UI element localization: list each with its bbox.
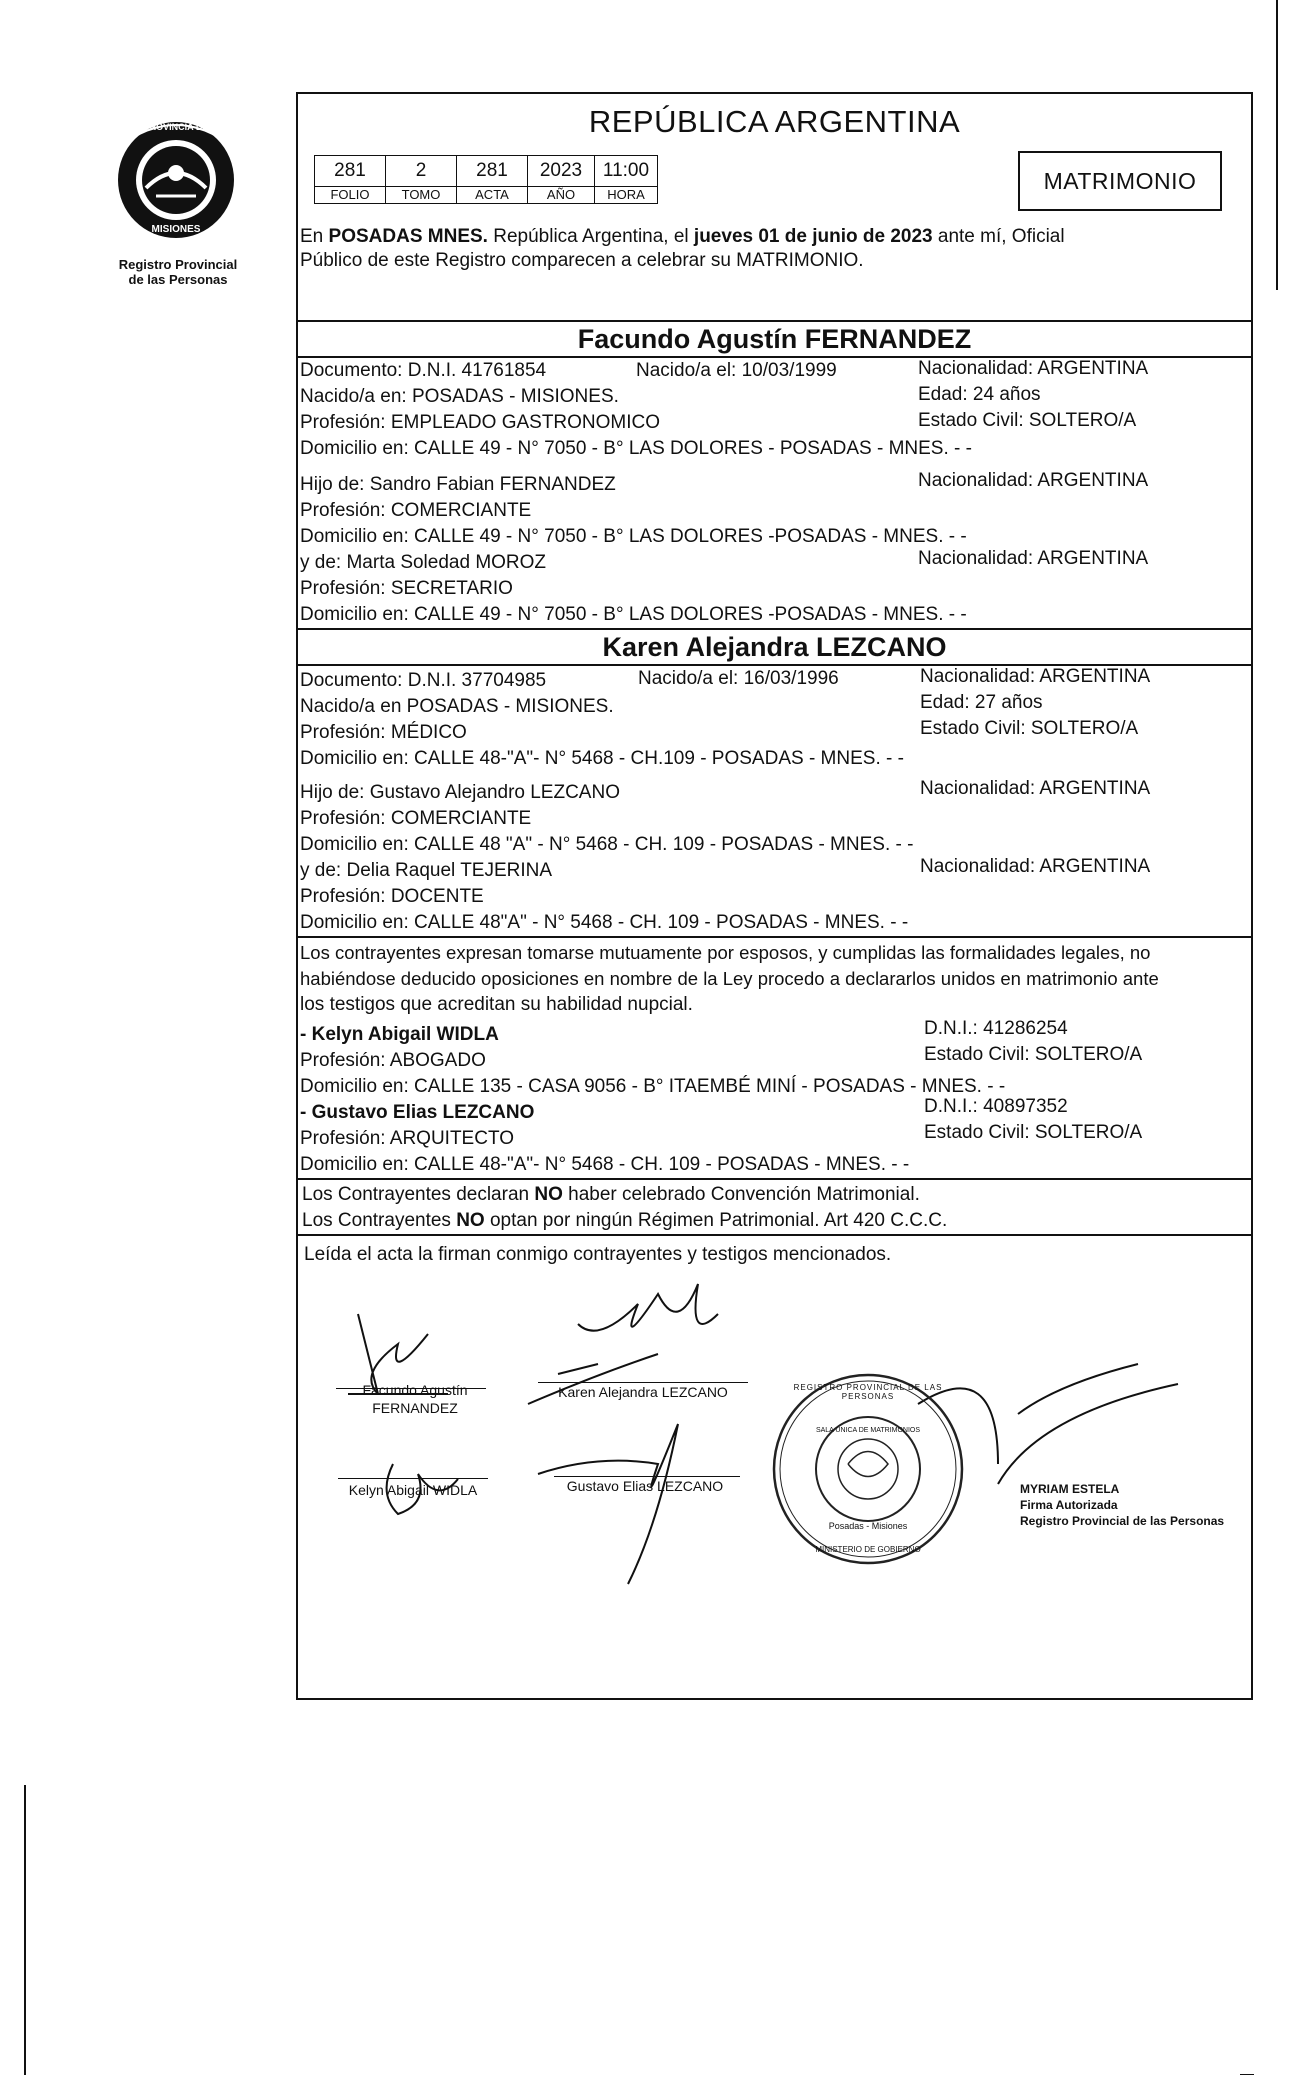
declaration-line1: Los contrayentes expresan tomarse mutuamente por esposos, y cumplidas las formalidades legales, no [300, 942, 1151, 963]
spouse1-edad: Edad: 24 años [918, 384, 1041, 405]
intro-place: POSADAS MNES. [328, 226, 488, 247]
spouse1-nacionalidad: Nacionalidad: ARGENTINA [918, 358, 1149, 379]
seal-city: Posadas - Misiones [828, 1521, 908, 1531]
logo-ring-bottom: MISIONES [151, 224, 201, 235]
intro-p1: En [300, 226, 329, 247]
spouse2-profesion: Profesión: MÉDICO [300, 722, 467, 743]
official-role: Firma Autorizada [1020, 1498, 1118, 1512]
declaration-line2: habiéndose deducido oposiciones en nombre de la Ley procedo a declararlos unidos en matrimonio ante [300, 968, 1159, 989]
spouse2-padre-nacionalidad: Nacionalidad: ARGENTINA [920, 778, 1151, 799]
spouse2-padre-profesion: Profesión: COMERCIANTE [300, 808, 532, 829]
witness1-name: - Kelyn Abigail WIDLA [300, 1024, 499, 1045]
year-value: 2023 [528, 156, 595, 187]
seal-bottom-text: MINISTERIO DE GOBIERNO [815, 1545, 921, 1554]
spouse2-nacido-en: Nacido/a en POSADAS - MISIONES. [300, 696, 614, 717]
spouse2-padre: Hijo de: Gustavo Alejandro LEZCANO [300, 782, 620, 803]
convention-line1-c: haber celebrado Convención Matrimonial. [562, 1184, 920, 1205]
spouse2-madre: y de: Delia Raquel TEJERINA [300, 860, 553, 881]
sig1-name-line2: FERNANDEZ [372, 1400, 458, 1416]
logo-caption-line1: Registro Provincial [118, 257, 238, 272]
spouse1-madre-domicilio: Domicilio en: CALLE 49 - N° 7050 - B° LAS DOLORES -POSADAS - MNES. - - [300, 604, 967, 625]
convention-line2-no: NO [456, 1210, 485, 1231]
official-name: MYRIAM ESTELA [1020, 1482, 1120, 1496]
witness1-estado-civil: Estado Civil: SOLTERO/A [924, 1044, 1143, 1065]
spouse2-documento: Documento: D.N.I. 37704985 [300, 670, 547, 691]
acta-value: 281 [457, 156, 528, 187]
spouse1-nacido-el: Nacido/a el: 10/03/1999 [636, 360, 837, 381]
intro-p2: República Argentina, el [487, 226, 694, 247]
spouse1-padre-domicilio: Domicilio en: CALLE 49 - N° 7050 - B° LAS DOLORES -POSADAS - MNES. - - [300, 526, 967, 547]
intro-p3: ante mí, Oficial [932, 226, 1065, 247]
witness2-estado-civil: Estado Civil: SOLTERO/A [924, 1122, 1143, 1143]
spouse2-estado-civil: Estado Civil: SOLTERO/A [920, 718, 1139, 739]
spouse1-padre-profesion: Profesión: COMERCIANTE [300, 500, 532, 521]
tomo-label: TOMO [386, 187, 457, 204]
logo-caption-line2: de las Personas [128, 272, 228, 287]
sig2-line [538, 1382, 748, 1383]
convention-line2-a: Los Contrayentes [302, 1210, 457, 1231]
sig4-name: Gustavo Elias LEZCANO [566, 1478, 724, 1494]
spouse2-madre-domicilio: Domicilio en: CALLE 48"A" - N° 5468 - CH. 109 - POSADAS - MNES. - - [300, 912, 909, 933]
spouse1-nacido-en: Nacido/a en: POSADAS - MISIONES. [300, 386, 619, 407]
logo-ring-top: PROVINCIA DE [143, 122, 209, 132]
marriage-certificate [296, 92, 1253, 1700]
page-mark [1240, 2074, 1254, 2075]
left-margin-line [24, 1785, 26, 2075]
witness1-profesion: Profesión: ABOGADO [300, 1050, 486, 1071]
spouse1-estado-civil: Estado Civil: SOLTERO/A [918, 410, 1137, 431]
witness2-domicilio: Domicilio en: CALLE 48-"A"- N° 5468 - CH. 109 - POSADAS - MNES. - - [300, 1154, 910, 1175]
margin-line [1276, 0, 1278, 290]
official-seal [768, 1369, 968, 1569]
sig1-name-line1: Facundo Agustín [362, 1382, 468, 1398]
sig3-name: Kelyn Abigail WIDLA [348, 1482, 478, 1498]
spouse2-nacido-el: Nacido/a el: 16/03/1996 [638, 668, 839, 689]
spouse1-documento: Documento: D.N.I. 41761854 [300, 360, 547, 381]
sig3-line [338, 1478, 488, 1479]
spouse2-name: Karen Alejandra LEZCANO [602, 632, 947, 662]
official-registry: Registro Provincial de las Personas [1020, 1514, 1225, 1528]
spouse1-padre: Hijo de: Sandro Fabian FERNANDEZ [300, 474, 616, 495]
hour-value: 11:00 [595, 156, 658, 187]
spouse1-madre-profesion: Profesión: SECRETARIO [300, 578, 513, 599]
signature-gustavo [538, 1424, 678, 1584]
witness2-profesion: Profesión: ARQUITECTO [300, 1128, 514, 1149]
spouse2-madre-profesion: Profesión: DOCENTE [300, 886, 484, 907]
convention-line1-no: NO [534, 1184, 563, 1205]
registry-logo [112, 118, 240, 248]
spouse1-madre-nacionalidad: Nacionalidad: ARGENTINA [918, 548, 1149, 569]
spouse2-edad: Edad: 27 años [920, 692, 1043, 713]
convention-line2-c: optan por ningún Régimen Patrimonial. Art 420 C.C.C. [484, 1210, 948, 1231]
spouse1-profesion: Profesión: EMPLEADO GASTRONOMICO [300, 412, 661, 433]
tomo-value: 2 [386, 156, 457, 187]
witness2-name: - Gustavo Elias LEZCANO [300, 1102, 535, 1123]
witness1-domicilio: Domicilio en: CALLE 135 - CASA 9056 - B° ITAEMBÉ MINÍ - POSADAS - MNES. - - [300, 1076, 1006, 1097]
spouse2-madre-nacionalidad: Nacionalidad: ARGENTINA [920, 856, 1151, 877]
document-type-box: MATRIMONIO [1018, 151, 1222, 211]
hour-label: HORA [595, 187, 658, 204]
sig4-line [554, 1476, 740, 1477]
spouse1-padre-nacionalidad: Nacionalidad: ARGENTINA [918, 470, 1149, 491]
year-label: AÑO [528, 187, 595, 204]
convention-line1-a: Los Contrayentes declaran [302, 1184, 535, 1205]
seal-outer-text: REGISTRO PROVINCIAL DE LAS PERSONAS [793, 1383, 943, 1401]
country-title: REPÚBLICA ARGENTINA [588, 104, 961, 139]
witness2-dni: D.N.I.: 40897352 [924, 1096, 1068, 1117]
registry-data-table [314, 155, 658, 204]
sig2-name: Karen Alejandra LEZCANO [558, 1384, 728, 1400]
spouse2-nacionalidad: Nacionalidad: ARGENTINA [920, 666, 1151, 687]
convention-line2 [302, 1210, 947, 1232]
spouse2-domicilio: Domicilio en: CALLE 48-"A"- N° 5468 - CH.109 - POSADAS - MNES. - - [300, 748, 904, 769]
signatures-intro: Leída el acta la firman conmigo contrayentes y testigos mencionados. [304, 1244, 892, 1265]
declaration-line3: los testigos que acreditan su habilidad nupcial. [300, 994, 693, 1015]
spouse2-padre-domicilio: Domicilio en: CALLE 48 "A" - N° 5468 - CH. 109 - POSADAS - MNES. - - [300, 834, 914, 855]
intro-line1 [300, 226, 1065, 248]
spouse1-name: Facundo Agustín FERNANDEZ [577, 324, 972, 354]
intro-date: jueves 01 de junio de 2023 [693, 226, 933, 247]
spouse1-madre: y de: Marta Soledad MOROZ [300, 552, 547, 573]
folio-value: 281 [315, 156, 386, 187]
intro-line2: Público de este Registro comparecen a celebrar su MATRIMONIO. [300, 250, 864, 271]
convention-line1 [302, 1184, 920, 1206]
acta-label: ACTA [457, 187, 528, 204]
seal-inner-text: SALA ÚNICA DE MATRIMONIOS [815, 1427, 921, 1434]
witness1-dni: D.N.I.: 41286254 [924, 1018, 1068, 1039]
folio-label: FOLIO [315, 187, 386, 204]
spouse1-domicilio: Domicilio en: CALLE 49 - N° 7050 - B° LAS DOLORES - POSADAS - MNES. - - [300, 438, 972, 459]
